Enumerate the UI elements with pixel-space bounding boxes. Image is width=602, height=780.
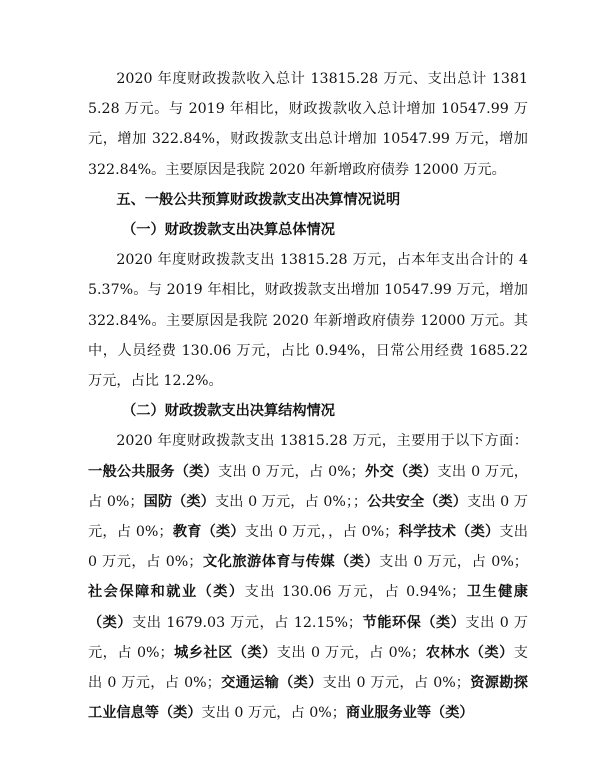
category-name: 农林水（类） [425, 644, 514, 661]
revenue-summary-paragraph: 2020 年度财政拨款收入总计 13815.28 万元、支出总计 13815.28 万元。与 2019 年相比，财政拨款收入总计增加 10547.99 万元，增加 322.84%，财政拨款支出总计增加 10547.99 万元，增加 322.84%。主要原因是我院 2020 年新增政府债券 12000 万元。 [88, 71, 528, 178]
category-value: 支出 1679.03 万元，占 12.15%； [132, 614, 363, 631]
category-name: 一般公共服务（类） [88, 463, 219, 480]
category-value: 支出 130.06 万元，占 0.94%； [244, 584, 466, 601]
structure-expenditure-paragraph [88, 426, 528, 728]
category-name: 商业服务业等（类） [345, 705, 474, 722]
category-value: 支出 0 万元，，占 0%； [244, 524, 399, 541]
document-page [88, 64, 528, 728]
category-value: 支出 0 万元，占 0%； [88, 644, 528, 692]
category-name: 教育（类） [172, 524, 245, 541]
category-name: 国防（类） [143, 493, 215, 510]
subsection-two-heading: （二）财政拨款支出决算结构情况 [122, 403, 335, 420]
category-name: 交通运输（类） [220, 675, 323, 692]
category-name: 外交（类） [364, 463, 438, 480]
category-value: 支出 0 万元，占 0%； [88, 614, 528, 661]
category-value: 支出 0 万元，占 0%； [218, 463, 365, 480]
category-value: 支出 0 万元，占 0%； [276, 644, 426, 661]
category-name: 科学技术（类） [398, 524, 500, 541]
category-name: 城乡社区（类） [173, 644, 277, 661]
section-five-heading: 五、一般公共预算财政拨款支出决算情况说明 [116, 191, 401, 208]
category-name: 资源勘探工业信息等（类） [88, 675, 528, 722]
overall-expenditure-paragraph: 2020 年度财政拨款支出 13815.28 万元，占本年支出合计的 45.37%。与 2019 年相比，财政拨款支出增加 10547.99 万元，增加 322.84%。主要原因是我院 2020 年新增政府债券 12000 万元。其中，人员经费 130.06 万元，占比 0.94%，日常公用经费 1685.22 万元，占比 12.2%。 [88, 252, 528, 390]
category-name: 社会保障和就业（类） [88, 584, 245, 601]
category-value: 支出 0 万元，占 0%；； [214, 493, 368, 510]
category-name: 公共安全（类） [367, 493, 468, 510]
subsection-one-heading: （一）财政拨款支出决算总体情况 [122, 222, 335, 239]
category-value: 支出 0 万元，占 0%； [201, 705, 346, 722]
category-value: 支出 0 万元，占 0%； [322, 675, 470, 692]
category-value: 支出 0 万元，占 0%； [88, 524, 528, 571]
category-name: 卫生健康（类） [88, 584, 528, 631]
category-name: 文化旅游体育与传媒（类） [202, 554, 380, 571]
category-value: 支出 0 万元，占 0%； [88, 463, 528, 510]
category-value: 支出 0 万元，占 0%； [379, 554, 528, 571]
category-value: 支出 0 万元，占 0%； [88, 493, 528, 541]
category-name: 节能环保（类） [362, 614, 466, 631]
structure-intro-text: 2020 年度财政拨款支出 13815.28 万元，主要用于以下方面： [116, 433, 528, 450]
